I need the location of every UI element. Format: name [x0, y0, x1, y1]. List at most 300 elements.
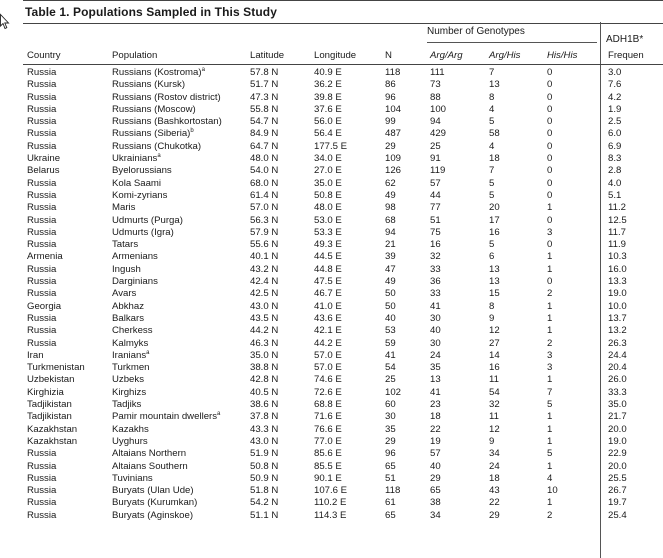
cell-arg-arg-text: 19	[430, 435, 441, 447]
cell-country-text: Russia	[27, 239, 57, 251]
cell-arg-arg	[430, 104, 446, 116]
cell-longitude	[314, 497, 346, 509]
table-row	[0, 251, 640, 263]
cell-country-text: Russia	[27, 497, 57, 509]
cell-frequency-text: 7.6	[608, 79, 622, 91]
cell-arg-his-text: 5	[489, 177, 495, 189]
cell-arg-his-text: 12	[489, 423, 500, 435]
table-row	[0, 485, 640, 497]
cell-latitude	[250, 338, 278, 350]
cell-arg-his	[489, 461, 500, 473]
footnote-marker: a	[217, 411, 221, 418]
cell-frequency	[608, 288, 627, 300]
cell-population-text: Komi-zyrians	[112, 189, 168, 201]
cell-arg-his	[489, 104, 494, 116]
cell-population-text: Altaians Northern	[112, 448, 187, 460]
cell-country	[27, 190, 56, 202]
cell-arg-his-text: 11	[489, 411, 499, 423]
cell-arg-his	[489, 411, 499, 423]
cell-latitude	[250, 190, 278, 202]
cell-latitude	[250, 239, 278, 251]
cell-his-his	[547, 301, 552, 313]
header-arg-his: Arg/His	[489, 50, 521, 61]
cell-population-text: Byelorussians	[112, 165, 172, 177]
cell-arg-arg-text: 33	[430, 263, 441, 275]
cell-latitude	[250, 325, 278, 337]
cell-latitude-text: 42.5 N	[250, 288, 279, 300]
cell-frequency	[608, 153, 621, 165]
table-row	[0, 92, 640, 104]
cell-his-his	[547, 141, 552, 153]
cell-latitude-text: 55.8 N	[250, 103, 279, 115]
cell-his-his	[547, 461, 552, 473]
cell-longitude	[314, 325, 342, 337]
cell-population	[112, 264, 141, 276]
cell-latitude-text: 35.0 N	[250, 349, 279, 361]
cell-arg-his	[489, 350, 500, 362]
cell-arg-arg	[430, 350, 441, 362]
cell-country-text: Russia	[27, 312, 57, 324]
cell-population-text: Uyghurs	[112, 435, 148, 447]
cell-arg-arg	[430, 165, 445, 177]
cell-arg-arg	[430, 374, 441, 386]
cell-frequency	[608, 67, 621, 79]
cell-country-text: Uzbekistan	[27, 374, 75, 386]
cell-country	[27, 215, 56, 227]
cell-n-text: 30	[385, 411, 396, 423]
cell-population-text: Buryats (Aginskoe)	[112, 509, 194, 521]
cell-arg-arg-text: 51	[430, 214, 441, 226]
cell-longitude	[314, 116, 342, 128]
cell-longitude-text: 76.6 E	[314, 423, 342, 435]
cell-his-his-text: 0	[547, 239, 553, 251]
cell-n	[385, 485, 400, 497]
cell-longitude-text: 114.3 E	[314, 509, 347, 521]
cell-population	[112, 79, 185, 91]
cell-country-text: Russia	[27, 116, 57, 128]
cell-frequency-text: 8.3	[608, 153, 622, 165]
cell-arg-his-text: 13	[489, 276, 500, 288]
cell-population-text: Uzbeks	[112, 374, 144, 386]
cell-latitude	[250, 178, 278, 190]
cell-latitude	[250, 264, 278, 276]
cell-his-his-text: 1	[547, 300, 553, 312]
cell-his-his	[547, 67, 552, 79]
cell-frequency-text: 35.0	[608, 399, 627, 411]
cell-his-his	[547, 104, 552, 116]
cell-population	[112, 313, 144, 325]
cell-n-text: 104	[385, 103, 402, 115]
cell-longitude-text: 57.0 E	[314, 349, 342, 361]
cell-longitude	[314, 387, 342, 399]
cell-n-text: 54	[385, 362, 396, 374]
cell-his-his-text: 2	[547, 288, 553, 300]
table-row	[0, 338, 640, 350]
cell-arg-his-text: 5	[489, 189, 495, 201]
cell-his-his-text: 0	[547, 140, 553, 152]
table-row	[0, 461, 640, 473]
cell-n-text: 53	[385, 325, 396, 337]
cell-longitude-text: 85.6 E	[314, 448, 342, 460]
cell-n	[385, 448, 396, 460]
cell-n	[385, 227, 396, 239]
cell-country	[27, 436, 77, 448]
cell-latitude-text: 43.5 N	[250, 312, 279, 324]
cell-his-his	[547, 79, 552, 91]
cell-his-his	[547, 436, 552, 448]
cell-n	[385, 288, 396, 300]
cell-n	[385, 128, 401, 140]
cell-country	[27, 350, 44, 362]
cell-his-his-text: 0	[547, 91, 553, 103]
cell-longitude-text: 53.0 E	[314, 214, 342, 226]
cell-population	[112, 497, 197, 509]
cell-his-his-text: 10	[547, 485, 558, 497]
header-arg-arg: Arg/Arg	[430, 50, 463, 61]
cell-frequency	[608, 387, 627, 399]
cell-arg-arg	[430, 79, 441, 91]
cell-arg-arg-text: 25	[430, 140, 441, 152]
cell-n	[385, 301, 396, 313]
cell-n	[385, 239, 396, 251]
cell-arg-arg-text: 119	[430, 165, 446, 177]
cell-population-text: Russians (Kostroma)	[112, 67, 202, 78]
cell-longitude	[314, 79, 342, 91]
cell-arg-arg	[430, 178, 441, 190]
cell-longitude-text: 90.1 E	[314, 472, 342, 484]
cell-population-text: Tadjiks	[112, 399, 142, 411]
cell-n-text: 96	[385, 91, 396, 103]
table-row	[0, 239, 640, 251]
cell-arg-his-text: 12	[489, 325, 500, 337]
cell-country-text: Russia	[27, 226, 57, 238]
cell-latitude-text: 54.7 N	[250, 116, 279, 128]
cell-frequency-text: 13.7	[608, 312, 627, 324]
cell-his-his	[547, 116, 552, 128]
cell-population	[112, 215, 183, 227]
genotypes-group-header: Number of Genotypes	[427, 26, 525, 37]
cell-country	[27, 165, 60, 177]
footnote-marker: a	[146, 349, 150, 356]
cell-arg-arg-text: 38	[430, 497, 441, 509]
cell-country	[27, 510, 56, 522]
cell-arg-arg-text: 57	[430, 448, 441, 460]
cell-country-text: Kazakhstan	[27, 423, 78, 435]
cell-arg-arg	[430, 448, 441, 460]
cell-arg-arg	[430, 399, 441, 411]
cell-country	[27, 461, 56, 473]
cell-arg-arg	[430, 301, 441, 313]
cell-longitude	[314, 485, 347, 497]
cell-frequency	[608, 79, 621, 91]
cell-his-his-text: 7	[547, 386, 553, 398]
cell-his-his	[547, 202, 552, 214]
header-rule	[23, 64, 663, 65]
cell-country-text: Tadjikistan	[27, 399, 72, 411]
cell-country	[27, 473, 56, 485]
cell-country	[27, 251, 63, 263]
cell-arg-his	[489, 325, 500, 337]
cell-his-his-text: 1	[547, 374, 553, 386]
table-row	[0, 448, 640, 460]
cell-n-text: 60	[385, 399, 396, 411]
cell-arg-his	[489, 92, 494, 104]
cell-his-his-text: 1	[547, 325, 553, 337]
cell-population-text: Kola Saami	[112, 177, 162, 189]
table-row	[0, 510, 640, 522]
cell-arg-his-text: 5	[489, 116, 495, 128]
cell-his-his	[547, 350, 552, 362]
cell-population	[112, 485, 194, 497]
cell-n-text: 51	[385, 472, 396, 484]
cell-population-text: Russians (Chukotka)	[112, 140, 202, 152]
cell-n	[385, 313, 396, 325]
cell-population-text: Buryats (Kurumkan)	[112, 497, 198, 509]
cell-his-his-text: 2	[547, 337, 553, 349]
cell-population-text: Turkmen	[112, 362, 150, 374]
cell-population	[112, 128, 194, 140]
cell-latitude	[250, 92, 278, 104]
cell-latitude	[250, 128, 278, 140]
cell-his-his	[547, 424, 552, 436]
cell-longitude	[314, 362, 342, 374]
cell-population	[112, 92, 221, 104]
cell-frequency-text: 2.8	[608, 165, 622, 177]
cell-frequency	[608, 362, 627, 374]
cell-latitude-text: 68.0 N	[250, 177, 279, 189]
table-row	[0, 313, 640, 325]
cell-n-text: 50	[385, 288, 396, 300]
cell-frequency-text: 22.9	[608, 448, 627, 460]
table-row	[0, 399, 640, 411]
cell-country-text: Russia	[27, 91, 57, 103]
cell-longitude-text: 43.6 E	[314, 312, 342, 324]
cell-his-his	[547, 239, 552, 251]
cell-arg-arg	[430, 92, 441, 104]
table-row	[0, 141, 640, 153]
cell-frequency	[608, 227, 626, 239]
cell-n	[385, 141, 396, 153]
cell-arg-his	[489, 485, 500, 497]
cell-country	[27, 387, 64, 399]
cell-n-text: 49	[385, 276, 396, 288]
cell-frequency-text: 3.0	[608, 67, 622, 78]
cell-arg-his-text: 18	[489, 153, 500, 165]
cell-country-text: Russia	[27, 67, 57, 78]
cell-latitude-text: 48.0 N	[250, 153, 279, 165]
cell-arg-arg-text: 22	[430, 423, 441, 435]
cell-arg-arg-text: 30	[430, 337, 441, 349]
cell-population-text: Russians (Bashkortostan)	[112, 116, 222, 128]
cell-his-his-text: 1	[547, 251, 553, 263]
cell-latitude-text: 47.3 N	[250, 91, 279, 103]
cell-population	[112, 448, 186, 460]
cell-arg-his	[489, 178, 494, 190]
cell-arg-his	[489, 387, 500, 399]
cell-latitude-text: 64.7 N	[250, 140, 279, 152]
cell-country-text: Russia	[27, 460, 57, 472]
cell-latitude	[250, 473, 278, 485]
cell-arg-his-text: 18	[489, 472, 500, 484]
cell-country-text: Belarus	[27, 165, 60, 177]
cell-frequency	[608, 165, 621, 177]
cell-his-his-text: 2	[547, 509, 553, 521]
cell-arg-arg	[430, 436, 441, 448]
cell-his-his	[547, 215, 552, 227]
cell-arg-arg	[430, 497, 441, 509]
cell-latitude	[250, 436, 278, 448]
cell-population-text: Tuvinians	[112, 472, 153, 484]
cell-country	[27, 67, 56, 79]
cell-population	[112, 141, 201, 153]
cell-n	[385, 362, 396, 374]
cell-n	[385, 165, 401, 177]
cell-country-text: Russia	[27, 263, 57, 275]
cell-latitude	[250, 350, 278, 362]
cell-longitude-text: 35.0 E	[314, 177, 342, 189]
cell-population	[112, 153, 161, 165]
cell-arg-arg	[430, 264, 441, 276]
cell-country	[27, 227, 56, 239]
cell-arg-arg	[430, 116, 441, 128]
cell-longitude-text: 36.2 E	[314, 79, 342, 91]
cell-population	[112, 165, 172, 177]
table-row	[0, 424, 640, 436]
header-his-his: His/His	[547, 50, 578, 61]
cell-longitude-text: 44.5 E	[314, 251, 342, 263]
cell-n-text: 59	[385, 337, 396, 349]
cell-frequency-text: 25.4	[608, 509, 627, 521]
cell-his-his-text: 1	[547, 423, 553, 435]
cell-arg-his-text: 34	[489, 448, 500, 460]
cell-country	[27, 239, 56, 251]
cell-n	[385, 497, 396, 509]
cell-arg-his	[489, 116, 494, 128]
cell-arg-arg-text: 77	[430, 202, 441, 214]
cell-country-text: Russia	[27, 103, 57, 115]
cell-country-text: Iran	[27, 349, 44, 361]
cell-population	[112, 251, 158, 263]
cell-arg-his	[489, 153, 500, 165]
cell-population	[112, 325, 153, 337]
cell-population	[112, 387, 146, 399]
cell-latitude-text: 51.1 N	[250, 509, 279, 521]
footnote-marker: a	[157, 152, 161, 159]
table-row	[0, 165, 640, 177]
cell-frequency	[608, 264, 627, 276]
cell-longitude	[314, 264, 342, 276]
cell-country	[27, 92, 56, 104]
cell-arg-arg	[430, 141, 441, 153]
cell-longitude-text: 56.4 E	[314, 128, 342, 140]
cell-arg-arg-text: 75	[430, 226, 441, 238]
table-row	[0, 104, 640, 116]
cell-longitude	[314, 399, 342, 411]
cell-n-text: 39	[385, 251, 396, 263]
cell-latitude-text: 37.8 N	[250, 411, 279, 423]
cell-arg-his-text: 22	[489, 497, 500, 509]
cell-longitude	[314, 301, 342, 313]
cell-country	[27, 325, 56, 337]
cell-his-his	[547, 399, 552, 411]
cell-n	[385, 424, 396, 436]
cell-arg-arg	[430, 362, 441, 374]
cell-arg-arg	[430, 387, 441, 399]
cell-his-his-text: 0	[547, 189, 553, 201]
cell-population-text: Russians (Moscow)	[112, 103, 196, 115]
cell-frequency-text: 26.3	[608, 337, 627, 349]
cell-longitude-text: 85.5 E	[314, 460, 342, 472]
cell-his-his	[547, 473, 552, 485]
cell-country-text: Russia	[27, 337, 57, 349]
cell-population-text: Abkhaz	[112, 300, 144, 312]
cell-arg-his-text: 24	[489, 460, 500, 472]
cell-his-his	[547, 178, 552, 190]
cell-n	[385, 338, 396, 350]
cell-frequency	[608, 239, 626, 251]
cell-latitude	[250, 374, 278, 386]
cell-country-text: Russia	[27, 128, 57, 140]
cell-n-text: 102	[385, 386, 402, 398]
cell-longitude	[314, 227, 342, 239]
footnote-marker: b	[190, 128, 194, 135]
cell-latitude-text: 61.4 N	[250, 189, 279, 201]
cell-longitude	[314, 178, 342, 190]
cell-latitude-text: 51.9 N	[250, 448, 279, 460]
cell-latitude-text: 43.0 N	[250, 300, 279, 312]
cell-arg-arg-text: 36	[430, 276, 441, 288]
cell-longitude-text: 44.8 E	[314, 263, 342, 275]
cell-his-his-text: 5	[547, 399, 553, 411]
cell-longitude	[314, 313, 342, 325]
cell-latitude	[250, 399, 278, 411]
cell-latitude	[250, 276, 278, 288]
cell-longitude-text: 68.8 E	[314, 399, 342, 411]
cell-arg-arg	[430, 411, 441, 423]
table-row	[0, 153, 640, 165]
cell-n	[385, 67, 400, 79]
cell-country-text: Russia	[27, 276, 57, 288]
cell-latitude-text: 51.7 N	[250, 79, 279, 91]
mouse-cursor-icon	[0, 14, 10, 30]
cell-population-text: Buryats (Ulan Ude)	[112, 485, 194, 497]
cell-latitude	[250, 424, 278, 436]
cell-longitude-text: 39.8 E	[314, 91, 342, 103]
cell-population	[112, 239, 138, 251]
cell-frequency-text: 26.7	[608, 485, 627, 497]
cell-n-text: 41	[385, 349, 396, 361]
cell-country	[27, 202, 56, 214]
cell-arg-his	[489, 276, 500, 288]
header-longitude: Longitude	[314, 50, 357, 61]
cell-country-text: Kirghizia	[27, 386, 64, 398]
cell-his-his	[547, 338, 552, 350]
cell-n-text: 40	[385, 312, 396, 324]
cell-frequency	[608, 411, 627, 423]
cell-frequency-text: 10.3	[608, 251, 627, 263]
cell-frequency-text: 4.2	[608, 91, 622, 103]
cell-longitude	[314, 338, 342, 350]
cell-longitude	[314, 128, 342, 140]
cell-latitude-text: 50.9 N	[250, 472, 279, 484]
cell-his-his-text: 0	[547, 128, 553, 140]
cell-population	[112, 190, 167, 202]
cell-arg-his	[489, 313, 494, 325]
cell-arg-arg	[430, 325, 441, 337]
cell-frequency-text: 5.1	[608, 189, 622, 201]
cell-population	[112, 288, 136, 300]
cell-longitude-text: 41.0 E	[314, 300, 342, 312]
